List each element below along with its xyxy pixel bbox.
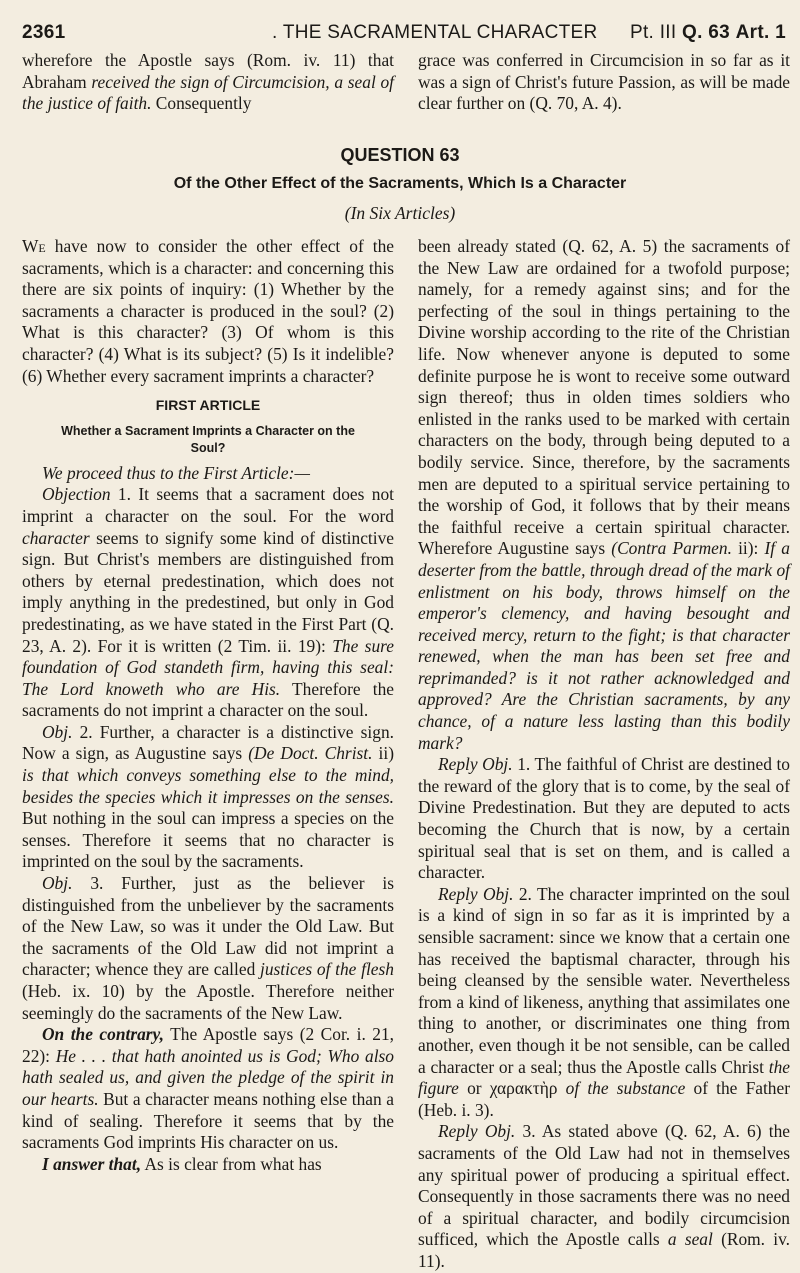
reply-objection-2: Reply Obj. 2. The character imprinted on the soul is a kind of sign in so far as it is imprinted by a sensible sacrament: since we know that a certain one has received the baptismal character, through his being cleansed by the sensible water. Nevertheless from a kind of likeness, anything that assimilates one thing to another, or discriminates one thing from another, even though it be not sensible, can be called a character or a seal; thus the Apostle calls Christ the figure or χαρακτὴρ of the substance of the Father (Heb. i. 3). xyxy=(418,883,790,1120)
continuation-right-text: grace was conferred in Circumcision in so far as it was a sign of Christ's future Passion, as will be made clear further on (Q. 70, A. 4). xyxy=(418,50,790,114)
header-title: . THE SACRAMENTAL CHARACTER xyxy=(272,22,598,43)
question-article-count: (In Six Articles) xyxy=(344,203,456,223)
continuation-right xyxy=(418,50,790,115)
objection-3: Obj. 3. Further, just as the believer is distinguished from the unbeliever by the sacraments of the New Law, so was it under the Old Law. But the sacraments of the Old Law did not imprint a character; whence they are called justices of the flesh (Heb. ix. 10) by the Apostle. Therefore neither seemingly do the sacraments of the New Law. xyxy=(22,873,394,1023)
right-column xyxy=(418,236,790,1273)
intro-paragraph: We have now to consider the other effect of the sacraments, which is a character: and concerning this there are six points of inquiry: (1) Whether by the sacraments a character is produced in the soul? (2) What is this character? (3) Of whom is this character? (4) What is its subject? (5) Is it indelible? (6) Whether every sacrament imprints a character? xyxy=(22,236,394,386)
on-the-contrary: On the contrary, The Apostle says (2 Cor. i. 21, 22): He . . . that hath anointed us is God; Who also hath sealed us, and given the pledge of the spirit in our hearts. But a character means nothing else than a kind of sealing. Therefore it seems that by the sacraments God imprints His character on us. xyxy=(22,1024,395,1153)
answer-continuation: been already stated (Q. 62, A. 5) the sacraments of the New Law are ordained for a twofold purpose; namely, for a remedy against sins; and for the perfecting of the soul in things pertaining to the Divine worship according to the rite of the Christian life. Now whenever anyone is deputed to some definite purpose he is wont to receive some outward sign thereof; thus in olden times soldiers who enlisted in the ranks used to be marked with certain characters on the body, through being deputed to a bodily service. Since, therefore, by the sacraments men are deputed to a spiritual service pertaining to the worship of God, it follows that by their means the faithful receive a certain spiritual character. Wherefore Augustine says (Contra Parmen. ii): If a deserter from the battle, through dread of the mark of enlistment on his body, throws himself on the emperor's clemency, and having besought and received mercy, return to the fight; is that character renewed, when the man has been set free and reprimanded? is it not rather acknowledged and approved? Are the Christian sacraments, by any chance, of a nature less lasting than this bodily mark? xyxy=(418,236,790,753)
objection-1: Objection 1. It seems that a sacrament does not imprint a character on the soul. For the word character seems to signify some kind of distinctive sign. But Christ's members are distinguished from others by eternal predestination, which does not imply anything in the predestined, but only in God predestinating, as we have stated in the First Part (Q. 23, A. 2). For it is written (2 Tim. ii. 19): The sure foundation of God standeth firm, having this seal: The Lord knoweth who are His. Therefore the sacraments do not imprint a character on the soul. xyxy=(22,484,395,721)
reply-objection-3: Reply Obj. 3. As stated above (Q. 62, A. 6) the sacraments of the Old Law had not in themselves any spiritual power of producing a spiritual effect. Consequently in those sacraments there was no need of a spiritual character, and bodily circumcision sufficed, which the Apostle calls a seal (Rom. iv. 11). xyxy=(418,1121,790,1271)
objection-2: Obj. 2. Further, a character is a distinctive sign. Now a sign, as Augustine says (De Doct. Christ. ii) is that which conveys something else to the mind, besides the species which it impresses on the senses. But nothing in the soul can impress a species on the senses. Therefore it seems that no character is imprinted on the soul by the sacraments. xyxy=(22,721,394,872)
continuation-left-text: wherefore the Apostle says (Rom. iv. 11) that Abraham received the sign of Circumcision, a seal of the justice of faith. Consequently xyxy=(22,50,394,114)
question-title: QUESTION 63 xyxy=(340,145,460,165)
left-column xyxy=(22,236,394,1175)
continuation-left xyxy=(22,50,394,115)
proceed-line: We proceed thus to the First Article:— xyxy=(42,462,310,483)
header-reference: Pt. III Q. 63 Art. 1 xyxy=(630,22,786,43)
running-header xyxy=(22,20,786,48)
article-title: FIRST ARTICLE xyxy=(155,397,261,414)
reply-objection-1: Reply Obj. 1. The faithful of Christ are destined to the reward of the glory that is to come, by the seal of Divine Predestination. But they are deputed to acts becoming the Church that is now, by a certain spiritual seal that is set on them, and is called a character. xyxy=(418,754,791,883)
question-subtitle: Of the Other Effect of the Sacraments, Which Is a Character xyxy=(173,175,627,192)
page-number: 2361 xyxy=(22,22,66,43)
article-question: Whether a Sacrament Imprints a Character on the Soul? xyxy=(61,423,355,455)
i-answer-that: I answer that, As is clear from what has xyxy=(42,1153,322,1174)
